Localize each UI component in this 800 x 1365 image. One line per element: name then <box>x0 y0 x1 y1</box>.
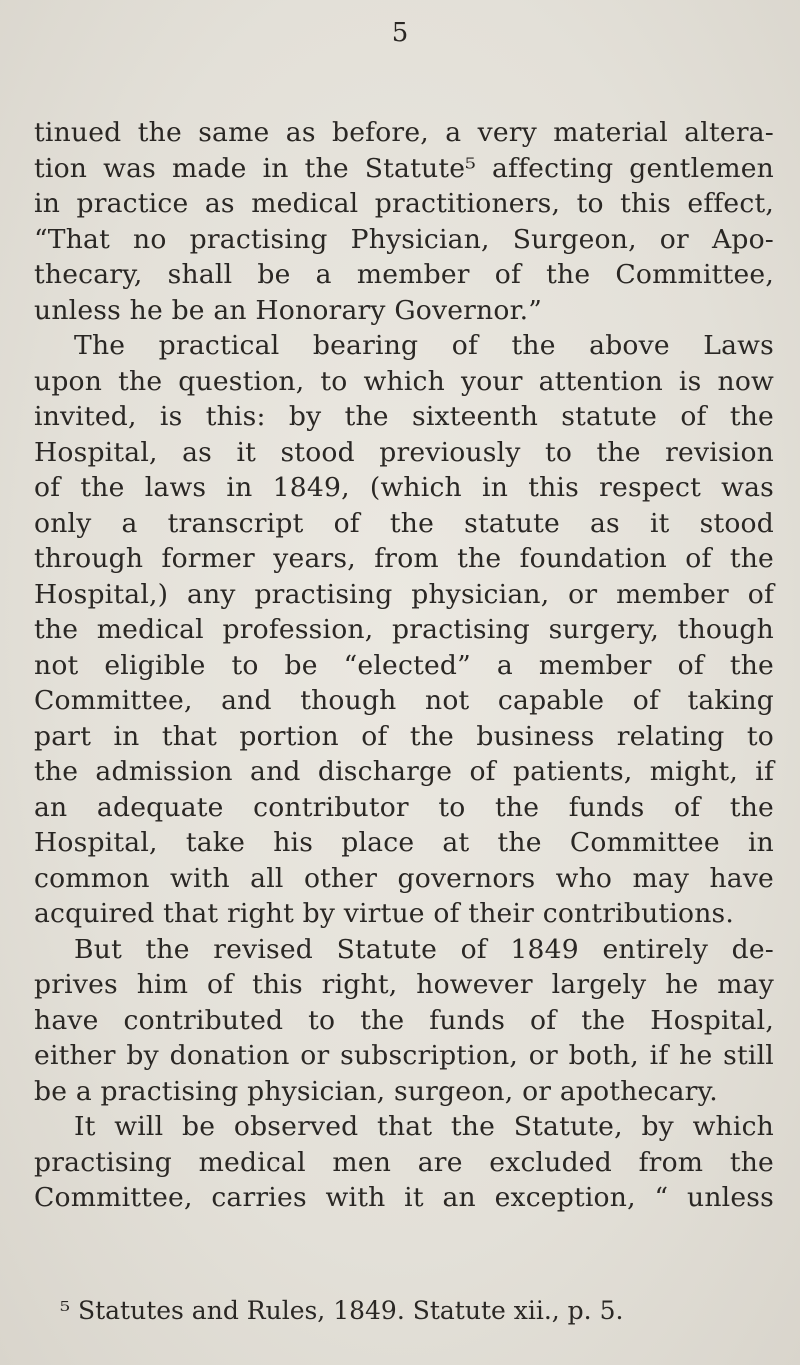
text-line: have contributed to the funds of the Hospital, <box>34 1004 774 1036</box>
text-line: an adequate contributor to the funds of the <box>34 791 774 823</box>
body-text <box>34 115 774 1216</box>
text-line: Committee, carries with it an exception, “ unless <box>34 1182 774 1213</box>
text-line: either by donation or subscription, or both, if he still <box>34 1040 774 1071</box>
text-line: practising medical men are excluded from the <box>34 1146 774 1178</box>
text-line: invited, is this: by the sixteenth statute of the <box>34 401 774 432</box>
text-line: only a transcript of the statute as it stood <box>34 507 774 539</box>
text-line: not eligible to be “elected” a member of the <box>34 649 774 681</box>
text-line: Hospital,) any practising physician, or member of <box>34 578 774 610</box>
paragraph-start-line: But the revised Statute of 1849 entirely de- <box>74 933 774 965</box>
text-line: “That no practising Physician, Surgeon, or Apo- <box>34 223 774 255</box>
text-line: of the laws in 1849, (which in this respect was <box>34 472 774 503</box>
text-line: Hospital, take his place at the Committee in <box>34 827 774 858</box>
text-line: thecary, shall be a member of the Committee, <box>34 259 774 290</box>
text-line: common with all other governors who may have <box>34 862 774 894</box>
footnote: ⁵ Statutes and Rules, 1849. Statute xii., p. 5. <box>60 1296 624 1325</box>
text-line: Committee, and though not capable of taking <box>34 685 774 716</box>
text-line: the admission and discharge of patients, might, if <box>34 756 774 787</box>
text-line: upon the question, to which your attention is now <box>34 365 774 397</box>
text-line: acquired that right by virtue of their contributions. <box>34 898 735 929</box>
text-line: the medical profession, practising surgery, though <box>34 614 774 645</box>
text-line: tinued the same as before, a very material altera- <box>34 117 774 148</box>
text-line: through former years, from the foundation of the <box>34 543 774 574</box>
text-line: be a practising physician, surgeon, or apothecary. <box>34 1075 718 1107</box>
page-number: 5 <box>391 18 409 48</box>
paragraph-start-line: The practical bearing of the above Laws <box>74 330 774 361</box>
text-line: part in that portion of the business relating to <box>34 720 774 752</box>
text-line: Hospital, as it stood previously to the revision <box>34 436 774 468</box>
paragraph-start-line: It will be observed that the Statute, by which <box>74 1111 774 1142</box>
text-line: prives him of this right, however largely he may <box>34 969 774 1000</box>
text-line: tion was made in the Statute⁵ affecting gentlemen <box>34 152 774 184</box>
text-line: in practice as medical practitioners, to this effect, <box>34 188 774 219</box>
text-line: unless he be an Honorary Governor.” <box>34 294 543 326</box>
